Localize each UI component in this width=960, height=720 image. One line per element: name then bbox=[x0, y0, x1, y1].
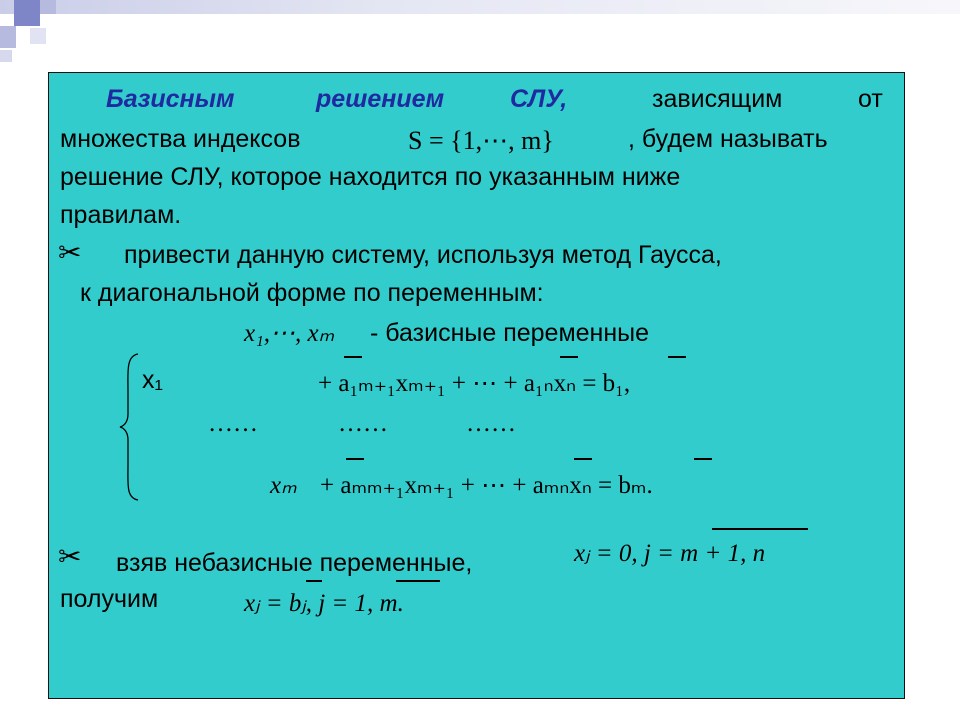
top-decor-bar bbox=[0, 0, 960, 14]
text-line: решение СЛУ, которое находится по указанным ниже bbox=[60, 163, 681, 191]
ellipsis: …… bbox=[208, 410, 258, 437]
decor-square bbox=[0, 50, 12, 62]
text-line: , будем называть bbox=[628, 125, 828, 153]
basis-vars-formula: x₁,⋯, xₘ bbox=[244, 320, 335, 347]
decor-square bbox=[30, 28, 46, 44]
set-formula: S = {1,⋯, m} bbox=[408, 126, 554, 155]
overline bbox=[668, 356, 686, 358]
overline bbox=[694, 458, 712, 460]
overline bbox=[306, 580, 322, 582]
scissors-icon: ✂ bbox=[58, 541, 82, 572]
bullet-text: к диагональной форме по переменным: bbox=[80, 279, 544, 307]
scissors-icon: ✂ bbox=[58, 237, 82, 268]
nonbasic-formula: xⱼ = 0, j = m + 1, n bbox=[574, 540, 766, 567]
overline bbox=[346, 458, 364, 460]
overline bbox=[712, 528, 808, 530]
overline bbox=[344, 356, 362, 358]
ellipsis: …… bbox=[466, 410, 516, 437]
system-row1-lhs: x₁ bbox=[142, 366, 163, 394]
result-formula: xⱼ = bⱼ, j = 1, m. bbox=[244, 590, 404, 617]
term-basic: Базисным bbox=[106, 85, 235, 113]
result-label: получим bbox=[60, 585, 159, 613]
bullet-text: взяв небазисные переменные, bbox=[116, 549, 473, 577]
bullet-text: привести данную систему, используя метод Гаусса, bbox=[124, 241, 722, 269]
left-brace bbox=[118, 352, 142, 502]
text-word: зависящим bbox=[652, 85, 783, 113]
system-row1-rhs: + a₁ₘ₊₁xₘ₊₁ + ⋯ + a₁ₙxₙ = b₁, bbox=[318, 370, 631, 397]
text-line: множества индексов bbox=[60, 125, 301, 153]
ellipsis: …… bbox=[338, 410, 388, 437]
term-slu: СЛУ, bbox=[510, 85, 568, 113]
overline bbox=[574, 458, 592, 460]
system-row3-rhs: + aₘₘ₊₁xₘ₊₁ + ⋯ + aₘₙxₙ = bₘ. bbox=[320, 472, 653, 499]
decor-square bbox=[40, 0, 56, 14]
overline bbox=[560, 356, 578, 358]
system-row3-lhs: xₘ bbox=[270, 472, 297, 499]
text-line: правилам. bbox=[60, 201, 182, 229]
text-word: от bbox=[858, 85, 883, 113]
overline bbox=[396, 580, 440, 582]
decor-square bbox=[14, 0, 40, 26]
term-solution: решением bbox=[316, 85, 445, 113]
decor-square bbox=[0, 26, 16, 48]
basis-vars-text: - базисные переменные bbox=[370, 319, 650, 347]
